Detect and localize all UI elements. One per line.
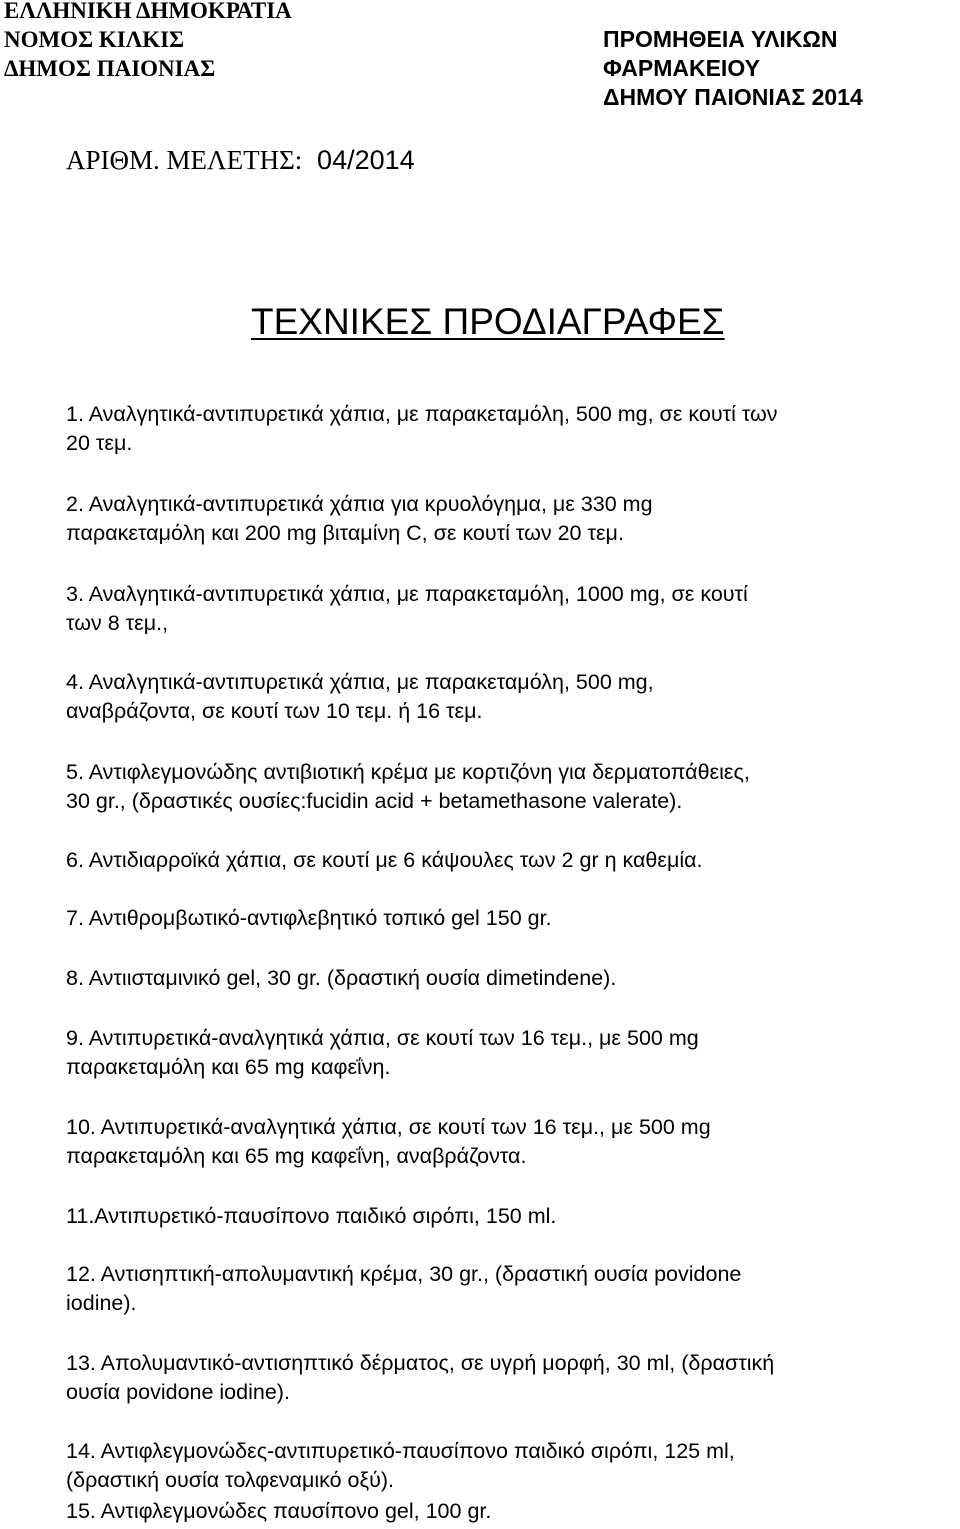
list-item: 11.Αντιπυρετικό-παυσίπονο παιδικό σιρόπι, 150 ml. <box>66 1204 557 1228</box>
header-right-line-2: ΦΑΡΜΑΚΕΙΟΥ <box>603 55 760 81</box>
study-number <box>66 143 415 177</box>
page-title: ΤΕΧΝΙΚΕΣ ΠΡΟΔΙΑΓΡΑΦΕΣ <box>251 301 725 342</box>
list-item: 4. Αναλγητικά-αντιπυρετικά χάπια, με παρακεταμόλη, 500 mg, αναβράζοντα, σε κουτί των 10 τεμ. ή 16 τεμ. <box>66 670 654 723</box>
list-item: 1. Αναλγητικά-αντιπυρετικά χάπια, με παρακεταμόλη, 500 mg, σε κουτί των 20 τεμ. <box>66 402 778 455</box>
header-right-line-3: ΔΗΜΟΥ ΠΑΙΟΝΙΑΣ 2014 <box>603 84 863 110</box>
list-item: 14. Αντιφλεγμονώδες-αντιπυρετικό-παυσίπονο παιδικό σιρόπι, 125 ml, (δραστική ουσία τολφεναμικό οξύ). <box>66 1439 735 1492</box>
list-item: 10. Αντιπυρετικά-αναλγητικά χάπια, σε κουτί των 16 τεμ., με 500 mg παρακεταμόλη και 65 mg καφεΐνη, αναβράζοντα. <box>66 1115 711 1168</box>
list-item: 6. Αντιδιαρροϊκά χάπια, σε κουτί με 6 κάψουλες των 2 gr η καθεμία. <box>66 848 703 872</box>
list-item: 12. Αντισηπτική-απολυμαντική κρέμα, 30 gr., (δραστική ουσία povidone iodine). <box>66 1262 742 1315</box>
list-item: 7. Αντιθρομβωτικό-αντιφλεβητικό τοπικό gel 150 gr. <box>66 906 552 930</box>
list-item: 3. Αναλγητικά-αντιπυρετικά χάπια, με παρακεταμόλη, 1000 mg, σε κουτί των 8 τεμ., <box>66 582 748 635</box>
list-item: 5. Αντιφλεγμονώδης αντιβιοτική κρέμα με κορτιζόνη για δερματοπάθειες, 30 gr., (δραστικές ουσίες:fucidin acid + betamethasone valerate). <box>66 760 750 813</box>
list-item: 2. Αναλγητικά-αντιπυρετικά χάπια για κρυολόγημα, με 330 mg παρακεταμόλη και 200 mg βιταμίνη C, σε κουτί των 20 τεμ. <box>66 492 653 545</box>
list-item: 8. Αντιισταμινικό gel, 30 gr. (δραστική ουσία dimetindene). <box>66 966 617 990</box>
study-label: ΑΡΙΘΜ. ΜΕΛΕΤΗΣ: <box>66 145 303 175</box>
list-item: 15. Αντιφλεγμονώδες παυσίπονο gel, 100 gr. <box>66 1499 492 1523</box>
header-left-line-2: ΝΟΜΟΣ ΚΙΛΚΙΣ <box>4 27 185 52</box>
header-left-line-1: ΕΛΛΗΝΙΚΗ ΔΗΜΟΚΡΑΤΙΑ <box>4 0 292 23</box>
header-right-line-1: ΠΡΟΜΗΘΕΙΑ ΥΛΙΚΩΝ <box>603 26 838 52</box>
list-item: 13. Απολυμαντικό-αντισηπτικό δέρματος, σε υγρή μορφή, 30 ml, (δραστική ουσία povidone iodine). <box>66 1351 775 1404</box>
study-number-value: 04/2014 <box>317 145 415 175</box>
header-left-line-3: ΔΗΜΟΣ ΠΑΙΟΝΙΑΣ <box>4 56 216 81</box>
list-item: 9. Αντιπυρετικά-αναλγητικά χάπια, σε κουτί των 16 τεμ., με 500 mg παρακεταμόλη και 65 mg καφεΐνη. <box>66 1026 699 1079</box>
